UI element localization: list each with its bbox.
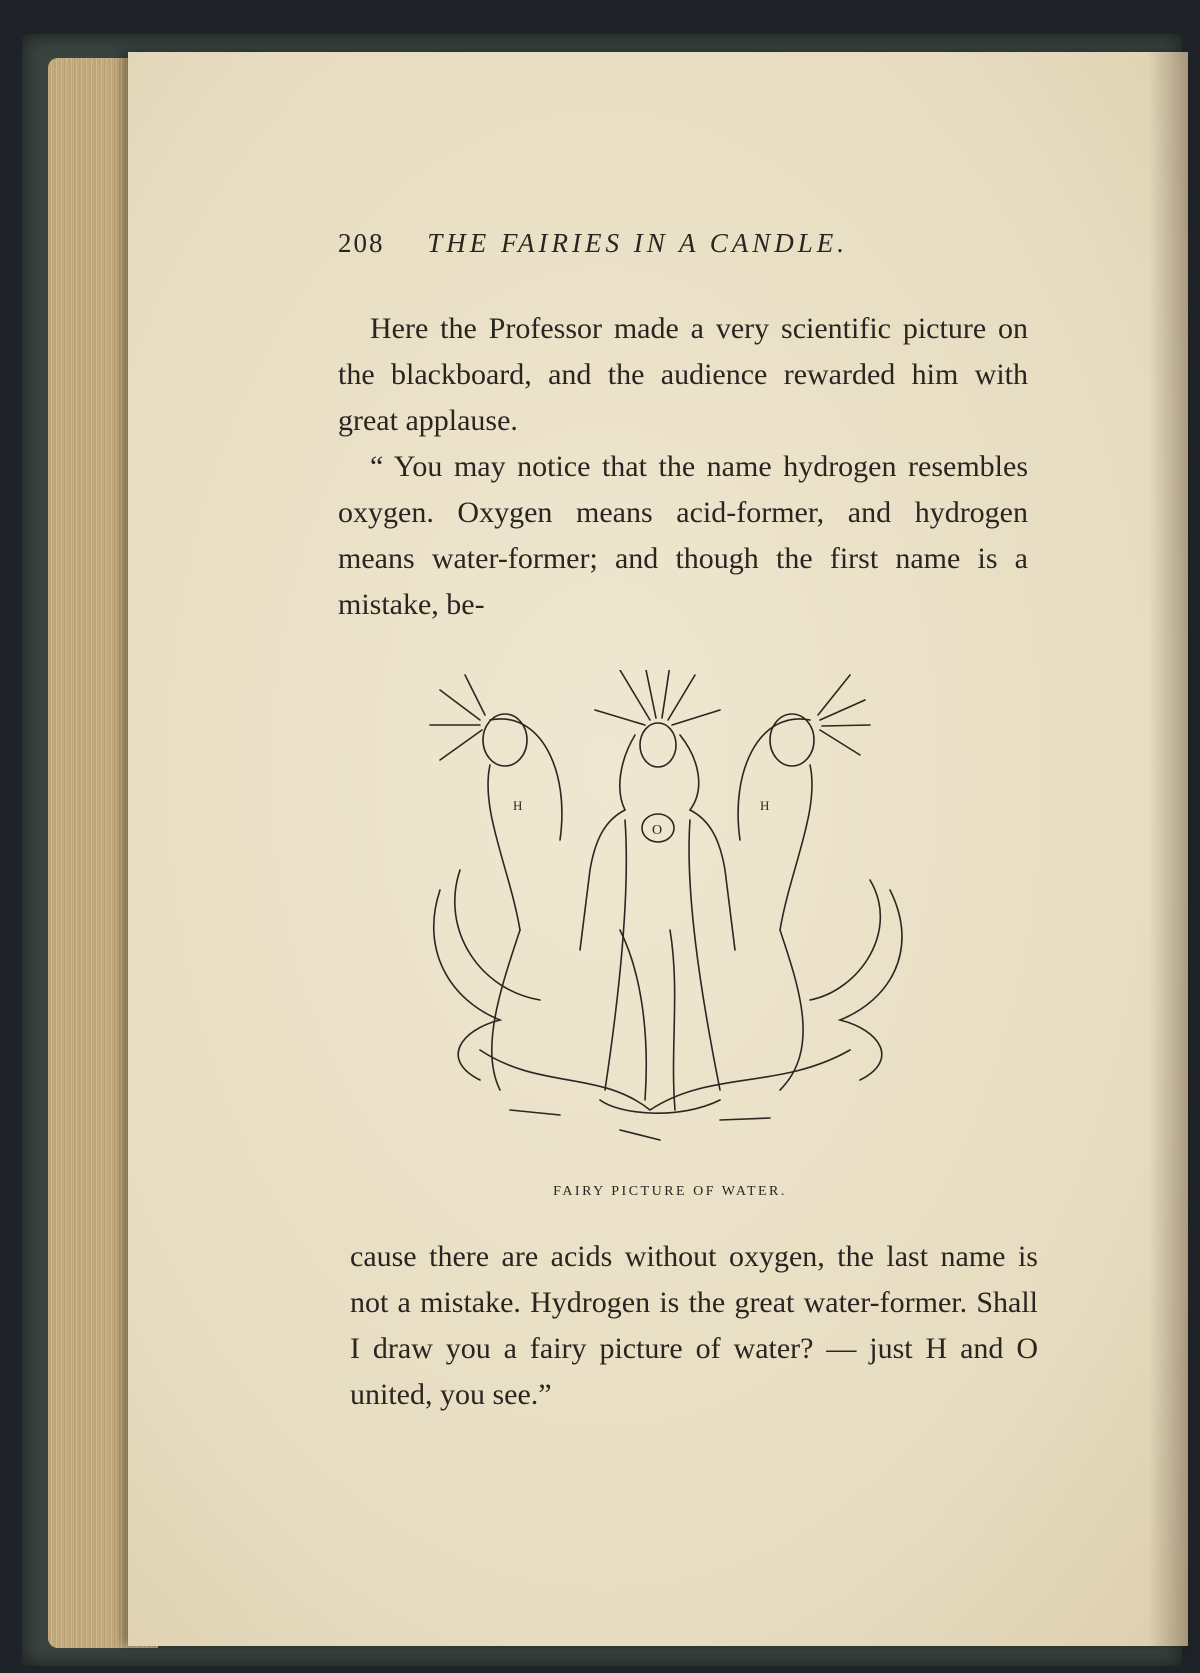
body-text-top [338,306,1028,628]
fairy-illustration [420,670,940,1170]
right-halo [818,675,870,755]
label-h-left: H [513,798,523,813]
paragraph: cause there are acids without oxygen, the last name is not a mistake. Hydrogen is the great water-former. Shall I draw you a fairy picture of water? — just H and O united, you see.” [350,1240,1038,1411]
label-o: O [652,823,663,838]
paragraph: Here the Professor made a very scientific picture on the blackboard, and the audience rewarded him with great applause. [338,312,1028,437]
running-head [338,228,848,259]
body-text-bottom [350,1234,1038,1418]
page-number: 208 [338,228,385,258]
paragraph: “ You may notice that the name hydrogen resembles oxygen. Oxygen means acid-former, and hydrogen means water-former; and though the first name is a mistake, be- [338,450,1028,621]
left-halo [430,675,485,760]
chapter-title: THE FAIRIES IN A CANDLE. [427,228,849,258]
label-h-right: H [760,798,770,813]
figure-caption: FAIRY PICTURE OF WATER. [553,1184,787,1199]
central-halo [595,670,720,725]
spine-shadow [1148,52,1188,1646]
